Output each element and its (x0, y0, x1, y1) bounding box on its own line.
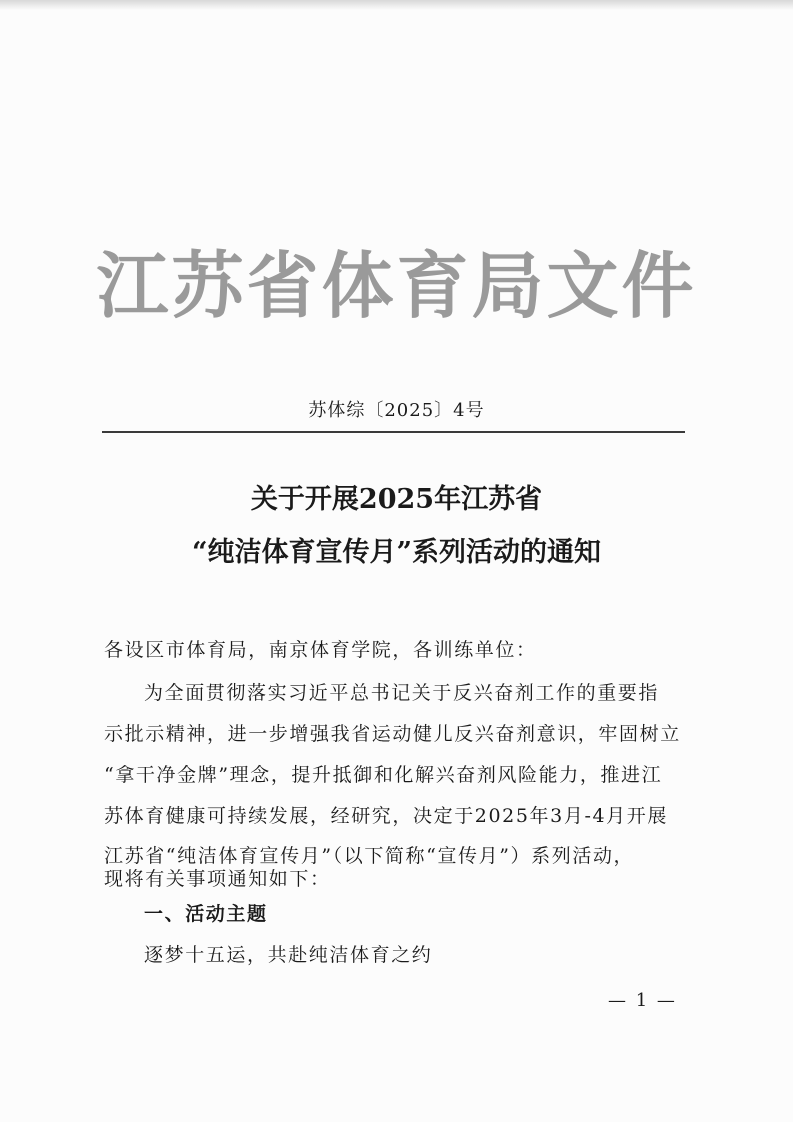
issuing-organization-header: 江苏省体育局文件 (96, 244, 697, 328)
body-line: 为全面贯彻落实习近平总书记关于反兴奋剂工作的重要指 (144, 682, 660, 704)
body-line: 现将有关事项通知如下： (104, 868, 331, 890)
page-number: — 1 — (608, 990, 677, 1011)
section-heading: 一、活动主题 (144, 903, 268, 925)
document-number: 苏体综〔2025〕4号 (308, 400, 485, 421)
title-line-1: 关于开展2025年江苏省 (250, 484, 543, 515)
title-line-2: “纯洁体育宣传月”系列活动的通知 (191, 537, 602, 568)
body-line: 示批示精神，进一步增强我省运动健儿反兴奋剂意识，牢固树立 (104, 723, 681, 745)
scan-shadow (0, 0, 793, 10)
activity-theme: 逐梦十五运，共赴纯洁体育之约 (144, 944, 433, 966)
body-line: 江苏省“纯洁体育宣传月”（以下简称“宣传月”）系列活动， (104, 845, 635, 867)
addressee: 各设区市体育局，南京体育学院，各训练单位： (104, 639, 537, 661)
body-line: 苏体育健康可持续发展，经研究，决定于2025年3月-4月开展 (104, 805, 668, 827)
header-divider (102, 431, 685, 433)
body-line: “拿干净金牌”理念，提升抵御和化解兴奋剂风险能力，推进江 (104, 764, 663, 786)
